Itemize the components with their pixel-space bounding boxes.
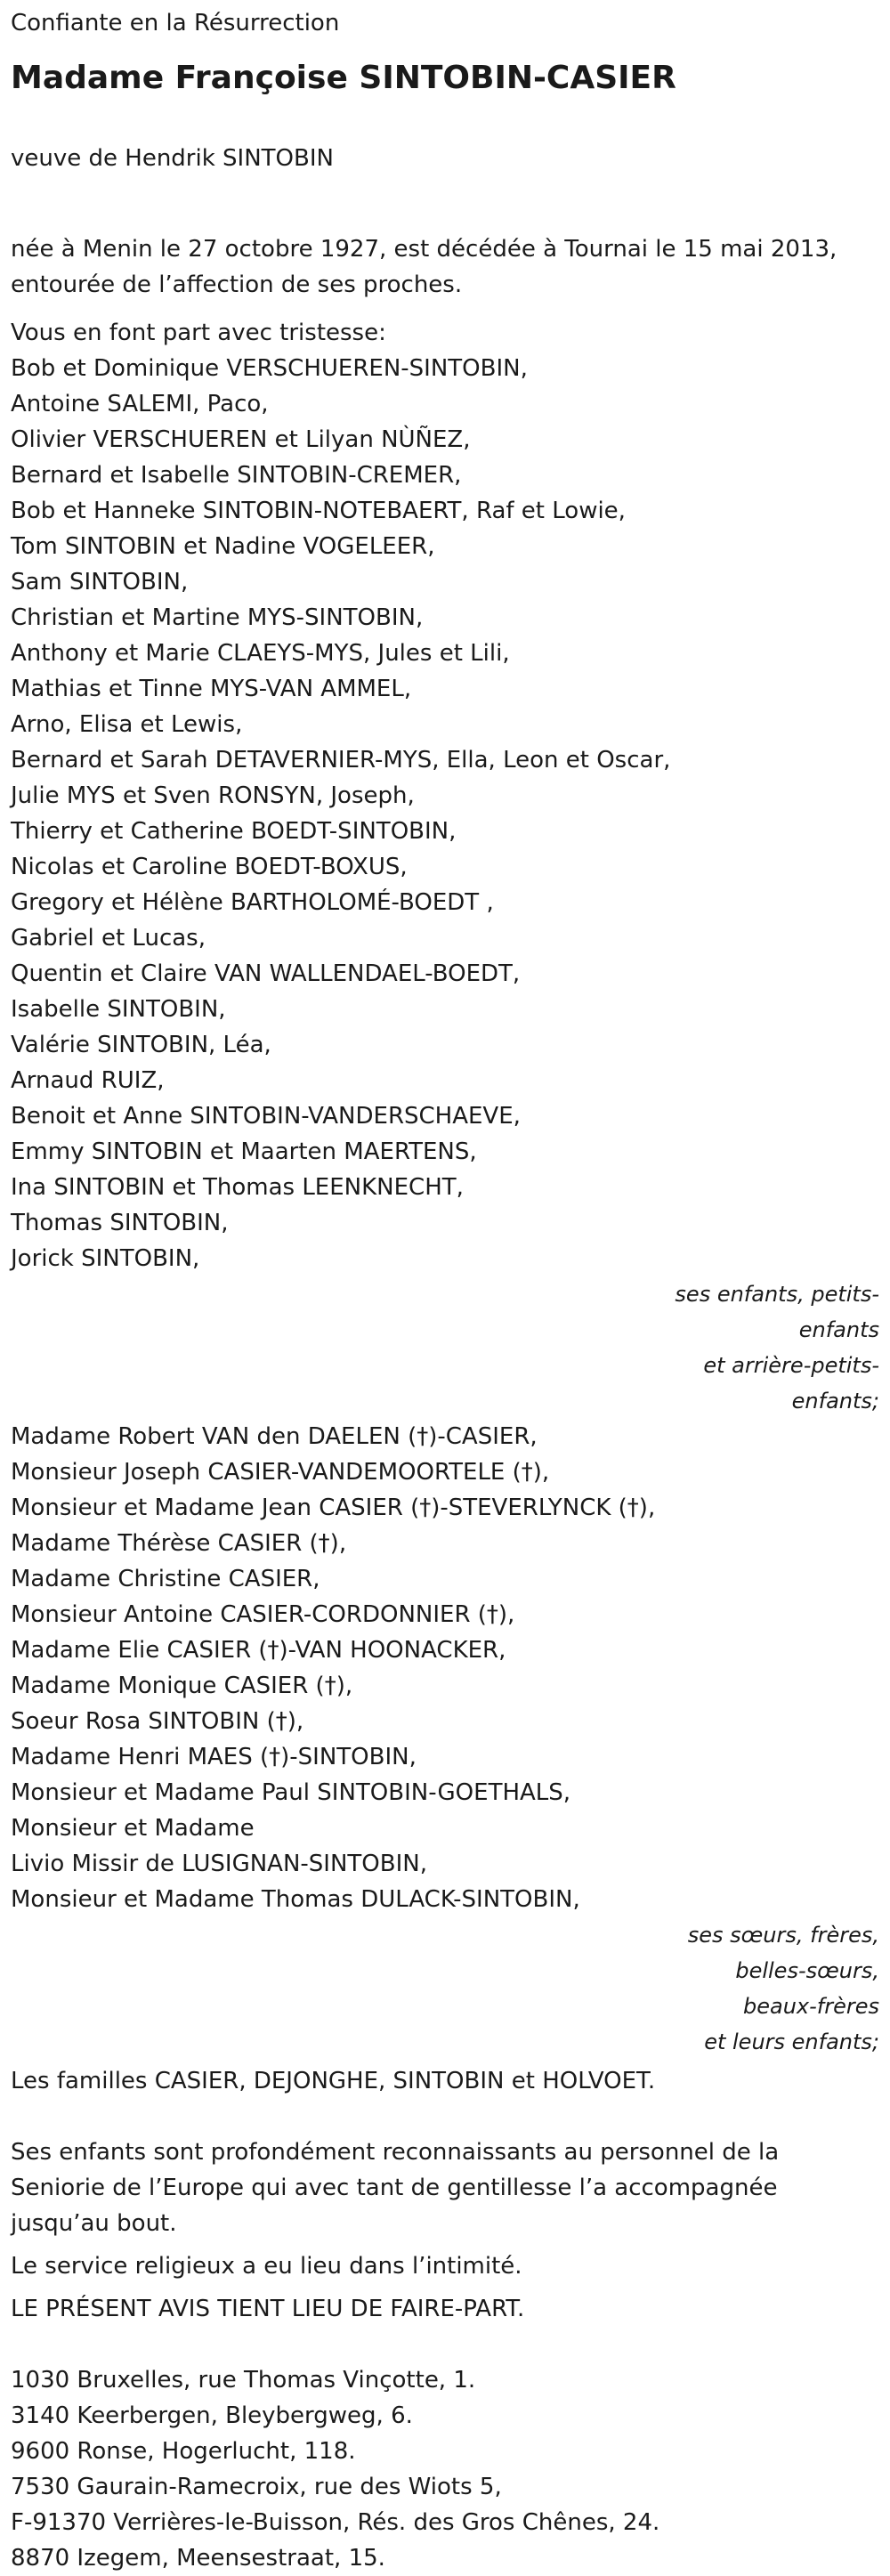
thanks-line: Seniorie de l’Europe qui avec tant de gentillesse l’a accompagnée	[11, 2175, 778, 2201]
announcement-section	[11, 315, 879, 2099]
children-relation	[11, 1276, 879, 1419]
list-item: Bernard et Sarah DETAVERNIER-MYS, Ella, Leon et Oscar,	[11, 747, 671, 774]
relation-line: et arrière-petits-	[703, 1353, 879, 1378]
list-item: Monsieur et Madame Jean CASIER (†)-STEVERLYNCK (†),	[11, 1495, 656, 1521]
list-item: Benoit et Anne SINTOBIN-VANDERSCHAEVE,	[11, 1103, 521, 1130]
thanks-paragraph	[11, 2135, 879, 2241]
birth-line-1: née à Menin le 27 octobre 1927, est décédée à Tournai le 15 mai 2013,	[11, 236, 837, 263]
list-item: Madame Henri MAES (†)-SINTOBIN,	[11, 1744, 417, 1770]
list-item: Emmy SINTOBIN et Maarten MAERTENS,	[11, 1138, 477, 1165]
children-list	[11, 351, 879, 1276]
list-item: Arno, Elisa et Lewis,	[11, 711, 243, 738]
list-item: Monsieur et Madame	[11, 1815, 255, 1842]
list-item: Madame Christine CASIER,	[11, 1566, 320, 1592]
list-item: Anthony et Marie CLAEYS-MYS, Jules et Lili,	[11, 640, 510, 667]
intro-line: Confiante en la Résurrection	[11, 10, 340, 36]
list-item: Tom SINTOBIN et Nadine VOGELEER,	[11, 533, 435, 560]
list-item: Antoine SALEMI, Paco,	[11, 391, 269, 417]
list-item: Arnaud RUIZ,	[11, 1067, 165, 1094]
list-item: Gregory et Hélène BARTHOLOMÉ-BOEDT ,	[11, 889, 494, 916]
list-item: Madame Monique CASIER (†),	[11, 1673, 353, 1699]
relation-line: ses sœurs, frères,	[687, 1923, 879, 1948]
list-item: Mathias et Tinne MYS-VAN AMMEL,	[11, 676, 412, 702]
families-line: Les familles CASIER, DEJONGHE, SINTOBIN et HOLVOET.	[11, 2068, 656, 2094]
address-line: 1030 Bruxelles, rue Thomas Vinçotte, 1.	[11, 2367, 476, 2394]
relation-line: ses enfants, petits-	[675, 1282, 879, 1307]
list-item: Thierry et Catherine BOEDT-SINTOBIN,	[11, 818, 457, 845]
list-item: Olivier VERSCHUEREN et Lilyan NÙÑEZ,	[11, 426, 471, 453]
announce-intro: Vous en font part avec tristesse:	[11, 320, 386, 346]
list-item: Ina SINTOBIN et Thomas LEENKNECHT,	[11, 1174, 464, 1201]
relation-line: belles-sœurs,	[735, 1958, 879, 1983]
list-item: Madame Robert VAN den DAELEN (†)-CASIER,	[11, 1423, 538, 1450]
relation-line: enfants;	[791, 1389, 879, 1414]
notice-line: LE PRÉSENT AVIS TIENT LIEU DE FAIRE-PART.	[11, 2296, 525, 2322]
list-item: Isabelle SINTOBIN,	[11, 996, 226, 1023]
relation-line: enfants	[798, 1317, 879, 1342]
siblings-list	[11, 1419, 879, 1917]
list-item: Soeur Rosa SINTOBIN (†),	[11, 1708, 304, 1735]
list-item: Bernard et Isabelle SINTOBIN-CREMER,	[11, 462, 462, 489]
list-item: Monsieur Antoine CASIER-CORDONNIER (†),	[11, 1601, 515, 1628]
siblings-relation	[11, 1917, 879, 2063]
birth-death-details	[11, 231, 879, 303]
relation-line: et leurs enfants;	[704, 2029, 879, 2054]
list-item: Monsieur et Madame Paul SINTOBIN-GOETHALS,	[11, 1779, 571, 1806]
list-item: Jorick SINTOBIN,	[11, 1245, 200, 1272]
service-line: Le service religieux a eu lieu dans l’intimité.	[11, 2253, 522, 2280]
list-item: Bob et Hanneke SINTOBIN-NOTEBAERT, Raf et Lowie,	[11, 498, 626, 524]
list-item: Madame Elie CASIER (†)-VAN HOONACKER,	[11, 1637, 506, 1664]
list-item: Thomas SINTOBIN,	[11, 1210, 229, 1236]
address-line: 7530 Gaurain-Ramecroix, rue des Wiots 5,	[11, 2474, 502, 2500]
list-item: Valérie SINTOBIN, Léa,	[11, 1032, 271, 1058]
address-line: F-91370 Verrières-le-Buisson, Rés. des Gros Chênes, 24.	[11, 2509, 660, 2536]
list-item: Monsieur Joseph CASIER-VANDEMOORTELE (†),	[11, 1459, 550, 1486]
addresses-list	[11, 2362, 879, 2576]
list-item: Madame Thérèse CASIER (†),	[11, 1530, 347, 1557]
address-line: 3140 Keerbergen, Bleybergweg, 6.	[11, 2402, 413, 2429]
address-line: 9600 Ronse, Hogerlucht, 118.	[11, 2438, 356, 2465]
list-item: Gabriel et Lucas,	[11, 925, 206, 952]
list-item: Sam SINTOBIN,	[11, 569, 189, 595]
list-item: Quentin et Claire VAN WALLENDAEL-BOEDT,	[11, 960, 521, 987]
thanks-line: Ses enfants sont profondément reconnaissants au personnel de la	[11, 2139, 780, 2166]
list-item: Nicolas et Caroline BOEDT-BOXUS,	[11, 854, 408, 880]
address-line: 8870 Izegem, Meensestraat, 15.	[11, 2545, 385, 2572]
list-item: Bob et Dominique VERSCHUEREN-SINTOBIN,	[11, 355, 528, 382]
list-item: Livio Missir de LUSIGNAN-SINTOBIN,	[11, 1851, 427, 1877]
thanks-line: jusqu’au bout.	[11, 2210, 177, 2237]
spouse-line: veuve de Hendrik SINTOBIN	[11, 145, 334, 172]
list-item: Christian et Martine MYS-SINTOBIN,	[11, 604, 424, 631]
deceased-name: Madame Françoise SINTOBIN-CASIER	[11, 60, 676, 96]
relation-line: beaux-frères	[743, 1994, 879, 2019]
list-item: Julie MYS et Sven RONSYN, Joseph,	[11, 782, 415, 809]
list-item: Monsieur et Madame Thomas DULACK-SINTOBIN,	[11, 1886, 580, 1913]
birth-line-2: entourée de l’affection de ses proches.	[11, 271, 463, 298]
